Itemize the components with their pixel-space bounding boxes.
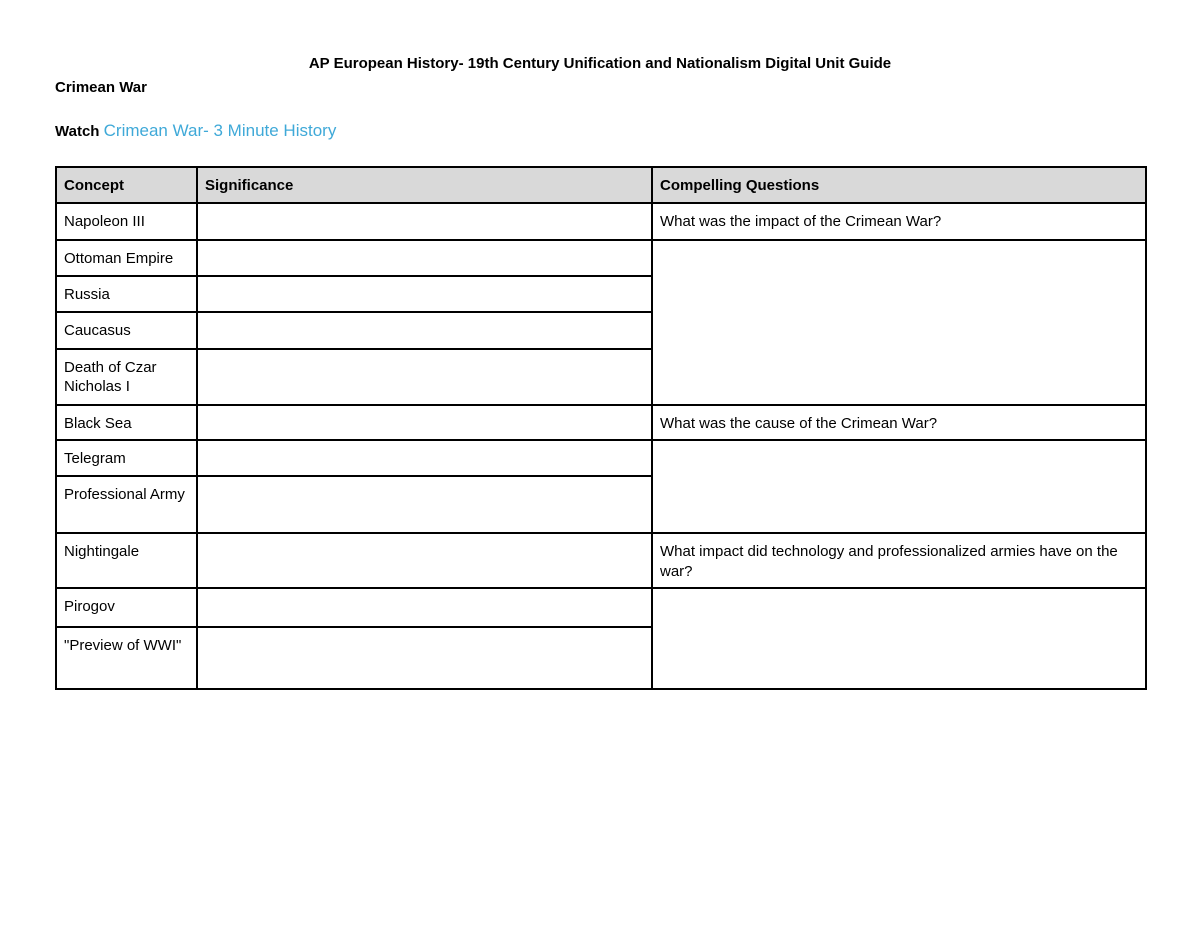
table-row	[56, 405, 1146, 441]
question-cell: What impact did technology and professionalized armies have on the war?	[652, 533, 1146, 588]
header-compelling-questions: Compelling Questions	[652, 167, 1146, 203]
document-title: AP European History- 19th Century Unification and Nationalism Digital Unit Guide	[308, 55, 892, 72]
watch-label: Watch	[55, 123, 100, 140]
significance-input-cell[interactable]	[197, 533, 652, 588]
section-title: Crimean War	[55, 79, 147, 96]
table-row	[56, 588, 1146, 627]
question-cell: What was the cause of the Crimean War?	[652, 405, 1146, 441]
concept-cell: Death of Czar Nicholas I	[56, 349, 197, 405]
video-link[interactable]: Crimean War- 3 Minute History	[103, 121, 337, 140]
significance-input-cell[interactable]	[197, 203, 652, 240]
question-answer-cell[interactable]	[652, 240, 1146, 405]
concept-cell: Ottoman Empire	[56, 240, 197, 276]
header-concept: Concept	[56, 167, 197, 203]
table-row	[56, 240, 1146, 276]
significance-input-cell[interactable]	[197, 405, 652, 441]
concept-cell: Black Sea	[56, 405, 197, 441]
concept-cell: Telegram	[56, 440, 197, 476]
significance-input-cell[interactable]	[197, 349, 652, 405]
question-answer-cell[interactable]	[652, 440, 1146, 533]
significance-input-cell[interactable]	[197, 588, 652, 627]
header-significance: Significance	[197, 167, 652, 203]
question-cell: What was the impact of the Crimean War?	[652, 203, 1146, 240]
significance-input-cell[interactable]	[197, 440, 652, 476]
watch-line	[55, 120, 336, 143]
concept-cell: Professional Army	[56, 476, 197, 533]
concept-cell: Pirogov	[56, 588, 197, 627]
significance-input-cell[interactable]	[197, 476, 652, 533]
concept-cell: Nightingale	[56, 533, 197, 588]
concept-cell: Caucasus	[56, 312, 197, 349]
significance-input-cell[interactable]	[197, 312, 652, 349]
table-row	[56, 440, 1146, 476]
concept-cell: Napoleon III	[56, 203, 197, 240]
significance-input-cell[interactable]	[197, 627, 652, 689]
table-row	[56, 203, 1146, 240]
unit-guide-table	[55, 166, 1147, 690]
significance-input-cell[interactable]	[197, 240, 652, 276]
question-answer-cell[interactable]	[652, 588, 1146, 689]
concept-cell: Russia	[56, 276, 197, 312]
table-row	[56, 533, 1146, 588]
table-header-row	[56, 167, 1146, 203]
significance-input-cell[interactable]	[197, 276, 652, 312]
concept-cell: "Preview of WWI"	[56, 627, 197, 689]
